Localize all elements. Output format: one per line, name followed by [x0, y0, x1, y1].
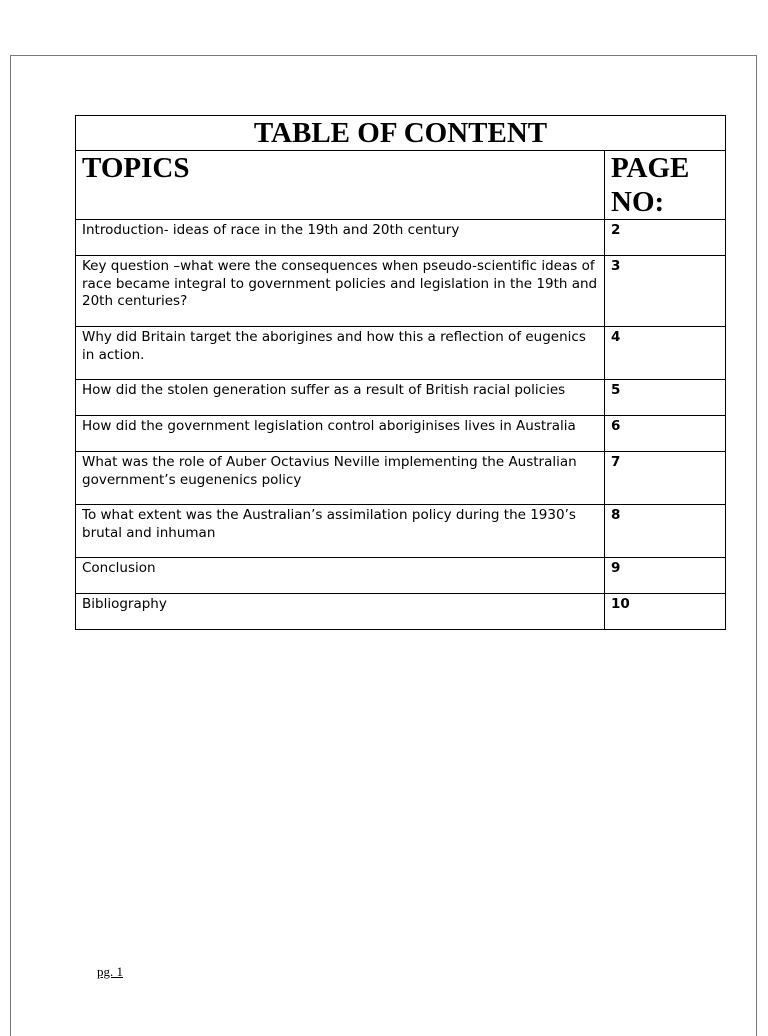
- topic-cell: Why did Britain target the aborigines and how this a reflection of eugenics in action.: [76, 327, 605, 380]
- document-page: [10, 55, 757, 1036]
- topics-header-label: TOPICS: [82, 152, 190, 184]
- topics-header: [76, 151, 605, 220]
- table-row: [76, 380, 726, 416]
- page-number-cell: 4: [605, 327, 726, 380]
- page-number-cell: 6: [605, 416, 726, 452]
- page-number-cell: 7: [605, 452, 726, 505]
- page-number-footer: pg. 1: [97, 964, 123, 979]
- page-no-header-line2: NO:: [611, 186, 665, 218]
- table-row: [76, 256, 726, 327]
- table-row: [76, 220, 726, 256]
- topic-cell: Introduction- ideas of race in the 19th and 20th century: [76, 220, 605, 256]
- page-number-cell: 10: [605, 594, 726, 630]
- topic-cell: How did the stolen generation suffer as a result of British racial policies: [76, 380, 605, 416]
- page-number-cell: 8: [605, 505, 726, 558]
- page-no-header: [605, 151, 726, 220]
- topic-cell: Conclusion: [76, 558, 605, 594]
- topic-cell: What was the role of Auber Octavius Neville implementing the Australian government’s eugenenics policy: [76, 452, 605, 505]
- table-row: [76, 327, 726, 380]
- topic-cell: Bibliography: [76, 594, 605, 630]
- table-row: [76, 452, 726, 505]
- page-number-cell: 9: [605, 558, 726, 594]
- page-no-header-line1: PAGE: [611, 152, 690, 184]
- title-row: [76, 116, 726, 151]
- header-row: [76, 151, 726, 220]
- table-row: [76, 505, 726, 558]
- page-number-cell: 2: [605, 220, 726, 256]
- page-number-cell: 5: [605, 380, 726, 416]
- table-of-contents: [75, 115, 726, 630]
- table-row: [76, 558, 726, 594]
- page-number-cell: 3: [605, 256, 726, 327]
- toc-title: TABLE OF CONTENT: [76, 116, 726, 151]
- table-row: [76, 594, 726, 630]
- topic-cell: Key question –what were the consequences when pseudo-scientific ideas of race became integral to government policies and legislation in the 19th and 20th centuries?: [76, 256, 605, 327]
- topic-cell: How did the government legislation control aboriginises lives in Australia: [76, 416, 605, 452]
- topic-cell: To what extent was the Australian’s assimilation policy during the 1930’s brutal and inhuman: [76, 505, 605, 558]
- table-row: [76, 416, 726, 452]
